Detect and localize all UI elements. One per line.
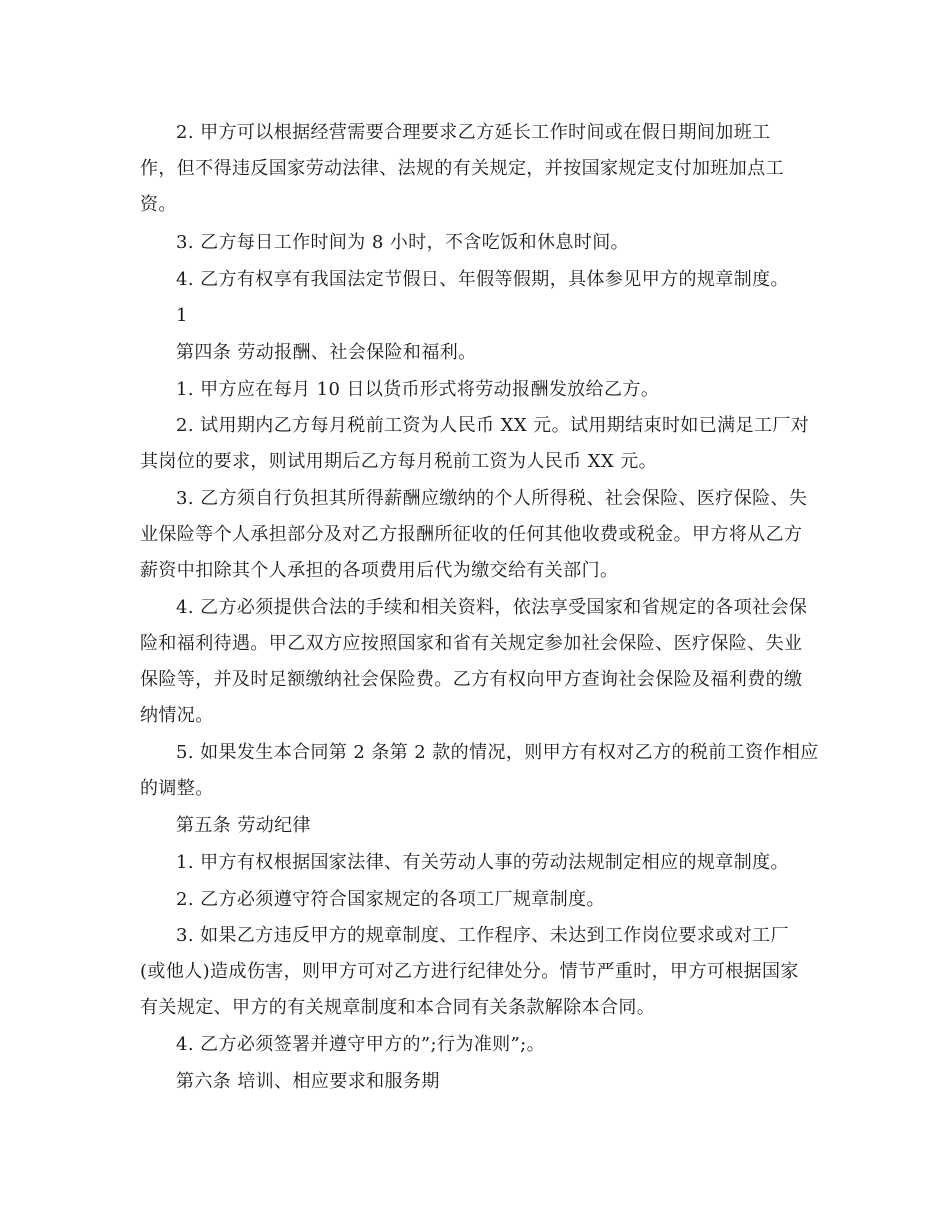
clause-3-3: 3. 乙方每日工作时间为 8 小时，不含吃饭和休息时间。	[176, 232, 629, 253]
clause-4-4-line-1: 4. 乙方必须提供合法的手续和相关资料，依法享受国家和省规定的各项社会保	[176, 597, 808, 618]
clause-4-4-line-4: 纳情况。	[140, 705, 214, 726]
clause-5-3-line-2: (或他人)造成伤害，则甲方可对乙方进行纪律处分。情节严重时，甲方可根据国家	[140, 961, 799, 982]
clause-5-4: 4. 乙方必须签署并遵守甲方的”;行为准则”;。	[176, 1034, 546, 1055]
article-4-heading: 第四条 劳动报酬、社会保险和福利。	[176, 342, 477, 363]
clause-4-2-line-2: 其岗位的要求，则试用期后乙方每月税前工资为人民币 XX 元。	[140, 451, 658, 472]
clause-3-2-line-3: 资。	[140, 194, 177, 215]
clause-4-5-line-2: 的调整。	[140, 778, 214, 799]
article-6-heading: 第六条 培训、相应要求和服务期	[176, 1071, 440, 1092]
page-number: 1	[176, 305, 188, 326]
clause-5-3-line-3: 有关规定、甲方的有关规章制度和本合同有关条款解除本合同。	[140, 997, 656, 1018]
clause-4-3-line-1: 3. 乙方须自行负担其所得薪酬应缴纳的个人所得税、社会保险、医疗保险、失	[176, 488, 808, 509]
clause-5-2: 2. 乙方必须遵守符合国家规定的各项工厂规章制度。	[176, 889, 605, 910]
clause-4-5-line-1: 5. 如果发生本合同第 2 条第 2 款的情况，则甲方有权对乙方的税前工资作相应	[176, 742, 819, 763]
clause-3-4: 4. 乙方有权享有我国法定节假日、年假等假期，具体参见甲方的规章制度。	[176, 269, 789, 290]
clause-3-2-line-2: 作，但不得违反国家劳动法律、法规的有关规定，并按国家规定支付加班加点工	[140, 158, 784, 179]
clause-4-1: 1. 甲方应在每月 10 日以货币形式将劳动报酬发放给乙方。	[176, 379, 660, 400]
clause-5-3-line-1: 3. 如果乙方违反甲方的规章制度、工作程序、未达到工作岗位要求或对工厂	[176, 925, 789, 946]
clause-4-4-line-2: 险和福利待遇。甲乙双方应按照国家和省有关规定参加社会保险、医疗保险、失业	[140, 633, 803, 654]
article-5-heading: 第五条 劳动纪律	[176, 815, 311, 836]
clause-4-3-line-2: 业保险等个人承担部分及对乙方报酬所征收的任何其他收费或税金。甲方将从乙方	[140, 524, 803, 545]
clause-5-1: 1. 甲方有权根据国家法律、有关劳动人事的劳动法规制定相应的规章制度。	[176, 852, 789, 873]
clause-3-2-line-1: 2. 甲方可以根据经营需要合理要求乙方延长工作时间或在假日期间加班工	[176, 122, 771, 143]
clause-4-3-line-3: 薪资中扣除其个人承担的各项费用后代为缴交给有关部门。	[140, 560, 619, 581]
clause-4-2-line-1: 2. 试用期内乙方每月税前工资为人民币 XX 元。试用期结束时如已满足工厂对	[176, 415, 810, 436]
clause-4-4-line-3: 保险等，并及时足额缴纳社会保险费。乙方有权向甲方查询社会保险及福利费的缴	[140, 669, 803, 690]
